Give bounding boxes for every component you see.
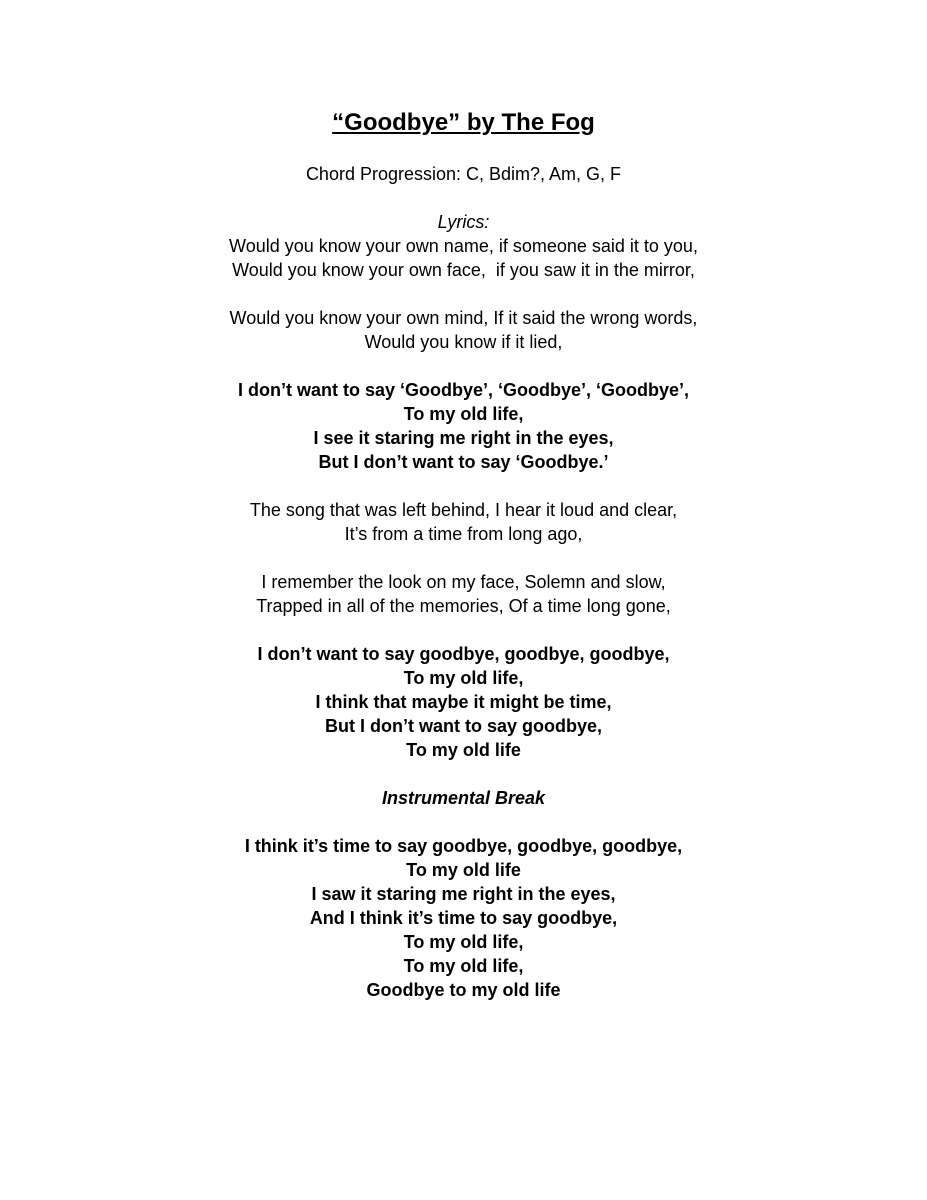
lyric-line: I don’t want to say ‘Goodbye’, ‘Goodbye’, ‘Goodbye’, <box>237 380 690 400</box>
lyric-line: To my old life, <box>403 668 524 688</box>
chorus-1 <box>0 378 927 474</box>
stanza-spacer <box>0 546 927 570</box>
lyric-line: I remember the look on my face, Solemn and slow, <box>261 572 666 592</box>
verse-2 <box>0 306 927 354</box>
stanza-spacer <box>0 354 927 378</box>
lyric-line: Would you know if it lied, <box>364 332 563 352</box>
lyrics-block <box>0 210 927 1002</box>
instrumental-break-label: Instrumental Break <box>381 788 546 808</box>
outro <box>0 834 927 1002</box>
lyric-line: I don’t want to say goodbye, goodbye, goodbye, <box>257 644 670 664</box>
lyric-line: Would you know your own mind, If it said the wrong words, <box>229 308 698 328</box>
stanza-spacer <box>0 474 927 498</box>
lyrics-heading: Lyrics: <box>437 212 490 232</box>
lyric-line: To my old life <box>406 860 521 880</box>
lyric-line: It’s from a time from long ago, <box>344 524 583 544</box>
lyric-line: The song that was left behind, I hear it loud and clear, <box>249 500 678 520</box>
verse-1 <box>0 234 927 282</box>
verse-3 <box>0 498 927 546</box>
stanza-spacer <box>0 282 927 306</box>
stanza-spacer <box>0 810 927 834</box>
lyric-line: And I think it’s time to say goodbye, <box>309 908 618 928</box>
lyric-line: But I don’t want to say ‘Goodbye.’ <box>318 452 609 472</box>
lyric-line: To my old life, <box>403 932 524 952</box>
lyric-line: To my old life, <box>403 956 524 976</box>
verse-4 <box>0 570 927 618</box>
lyric-line: Would you know your own name, if someone said it to you, <box>229 236 698 256</box>
lyric-line: Would you know your own face, if you saw it in the mirror, <box>232 260 695 280</box>
song-title: “Goodbye” by The Fog <box>332 109 595 136</box>
chorus-2 <box>0 642 927 762</box>
lyric-line: Goodbye to my old life <box>366 980 561 1000</box>
lyric-line: To my old life <box>406 740 521 760</box>
lyric-line: I think that maybe it might be time, <box>315 692 612 712</box>
chord-progression: Chord Progression: C, Bdim?, Am, G, F <box>305 164 622 184</box>
lyric-line: I see it staring me right in the eyes, <box>313 428 614 448</box>
lyric-line: I think it’s time to say goodbye, goodbye, goodbye, <box>244 836 683 856</box>
lyric-line: I saw it staring me right in the eyes, <box>311 884 616 904</box>
lyric-line: Trapped in all of the memories, Of a time long gone, <box>256 596 671 616</box>
stanza-spacer <box>0 762 927 786</box>
lyric-line: But I don’t want to say goodbye, <box>325 716 602 736</box>
stanza-spacer <box>0 618 927 642</box>
lyric-line: To my old life, <box>403 404 524 424</box>
